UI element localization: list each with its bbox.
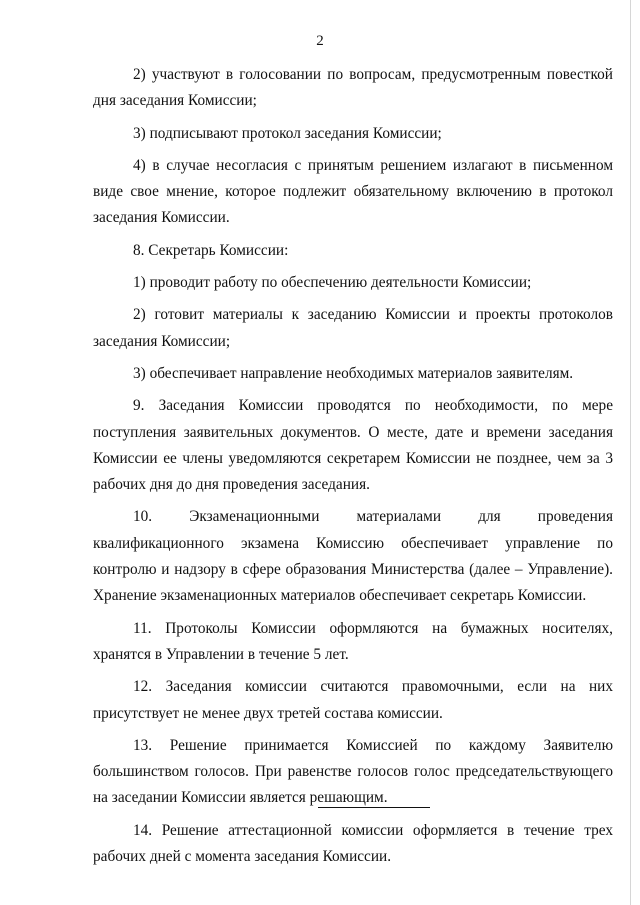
paragraph-section-13: 13. Решение принимается Комиссией по каждому Заявителю большинством голосов. При равенстве голосов голос председательствующего на заседании Комиссии является решающим. <box>93 736 613 807</box>
paragraph-secretary-item-2: 2) готовит материалы к заседанию Комиссии и проекты протоколов заседания Комиссии; <box>93 306 613 350</box>
paragraph-item-3-sign: 3) подписывают протокол заседания Комиссии; <box>133 124 442 142</box>
paragraph-item-2-participate: 2) участвуют в голосовании по вопросам, предусмотренным повесткой дня заседания Комиссии; <box>93 66 613 110</box>
end-divider-line <box>318 807 430 808</box>
paragraph-section-14: 14. Решение аттестационной комиссии оформляется в течение трех рабочих дней с момента заседания Комиссии. <box>93 821 613 866</box>
document-body <box>93 62 613 876</box>
paragraph-secretary-item-3: 3) обеспечивает направление необходимых материалов заявителям. <box>133 364 574 382</box>
paragraph-section-10: 10. Экзаменационными материалами для проведения квалификационного экзамена Комиссию обеспечивает управление по контролю и надзору в сфере образования Министерства (далее – Управление). Хранение экзаменационных материалов обеспечивает секретарь Комиссии. <box>93 508 613 605</box>
scan-edge-line <box>630 0 631 905</box>
paragraph-section-12: 12. Заседания комиссии считаются правомочными, если на них присутствует не менее двух третей состава комиссии. <box>93 678 613 722</box>
paragraph-section-11: 11. Протоколы Комиссии оформляются на бумажных носителях, хранятся в Управлении в течение 5 лет. <box>93 619 613 663</box>
paragraph-section-8-heading: 8. Секретарь Комиссии: <box>133 241 289 259</box>
paragraph-section-9: 9. Заседания Комиссии проводятся по необходимости, по мере поступления заявительных документов. О месте, дате и времени заседания Комиссии ее члены уведомляются секретарем Комиссии не позднее, чем за 3 рабочих дня до дня проведения заседания. <box>93 397 613 494</box>
paragraph-secretary-item-1: 1) проводит работу по обеспечению деятельности Комиссии; <box>133 274 532 292</box>
paragraph-item-4-disagree: 4) в случае несогласия с принятым решением излагают в письменном виде свое мнение, которое подлежит обязательному включению в протокол заседания Комиссии. <box>93 156 613 227</box>
page-number: 2 <box>316 33 324 49</box>
